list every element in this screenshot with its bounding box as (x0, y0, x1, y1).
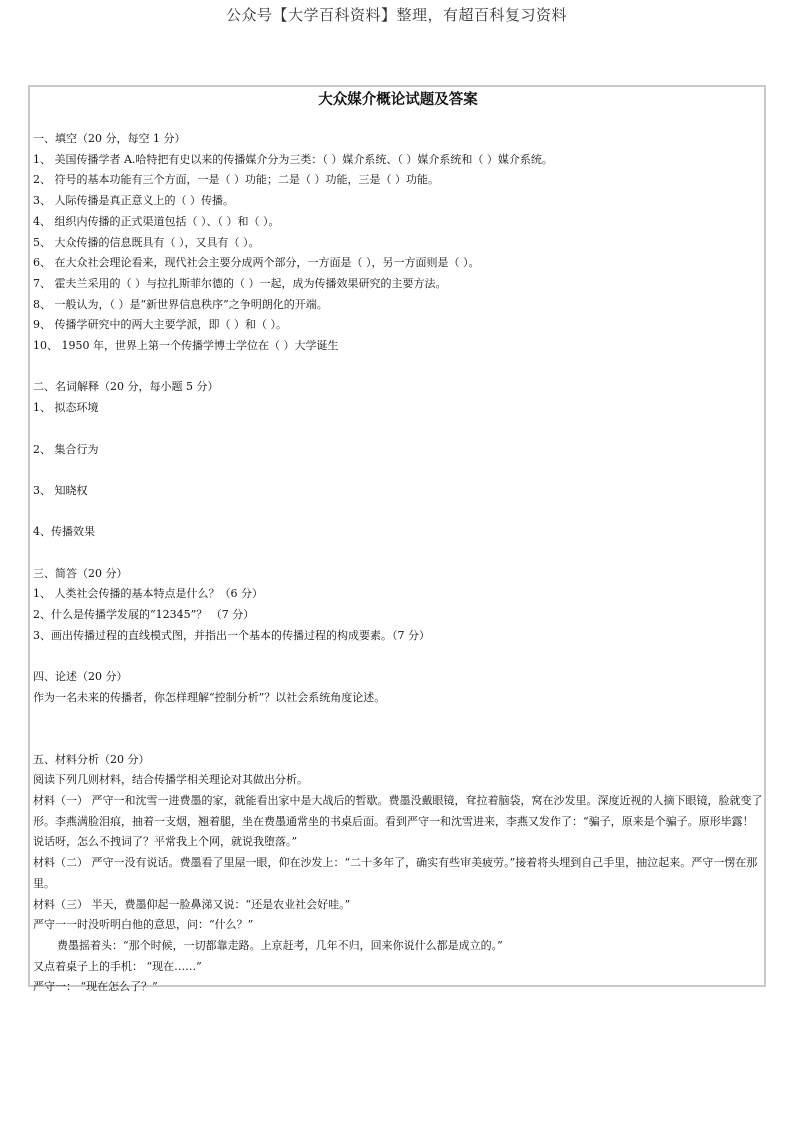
question-item: 2、 集合行为 (33, 442, 99, 456)
material-paragraph: 材料（三） 半天，费墨仰起一脸鼻涕又说：“还是农业社会好哇。” (33, 897, 351, 911)
question-item: 10、 1950 年，世界上第一个传播学博士学位在（ ）大学诞生 (33, 339, 339, 353)
question-item: 2、什么是传播学发展的“12345”？ （7 分） (33, 608, 255, 622)
material-line: 严守一： “现在怎么了？” (33, 980, 158, 994)
question-item: 8、 一般认为，（ ）是“新世界信息秩序”之争明朗化的开端。 (33, 297, 328, 311)
question-item: 4、传播效果 (33, 525, 95, 539)
section-heading: 四、论述（20 分） (33, 670, 128, 684)
question-item: 3、画出传播过程的直线模式图，并指出一个基本的传播过程的构成要素。（7 分） (33, 628, 430, 642)
question-item: 2、 符号的基本功能有三个方面，一是（ ）功能；二是（ ）功能，三是（ ）功能。 (33, 173, 439, 187)
question-item: 5、 大众传播的信息既具有（ ），又具有（ ）。 (33, 235, 260, 249)
material-intro: 阅读下列几则材料，结合传播学相关理论对其做出分析。 (33, 773, 308, 787)
question-item: 1、 人类社会传播的基本特点是什么？（6 分） (33, 587, 263, 601)
section-heading: 一、填空（20 分，每空 1 分） (33, 132, 186, 145)
page-title: 大众媒介概论试题及答案 (318, 92, 478, 108)
section-heading: 五、材料分析（20 分） (33, 752, 150, 766)
question-item: 1、 拟态环境 (33, 401, 99, 415)
material-line: 严守一一时没听明白他的意思，问：“什么？” (33, 918, 254, 932)
question-item: 作为一名未来的传播者，你怎样理解“控制分析”？以社会系统角度论述。 (33, 690, 386, 704)
question-item: 3、 人际传播是真正意义上的（ ）传播。 (33, 194, 234, 208)
question-item: 1、 美国传播学者 A.哈特把有史以来的传播媒介分为三类：（ ）媒介系统、（ ）媒介系统和（ ）媒介系统。 (33, 152, 553, 166)
question-item: 7、 霍夫兰采用的（ ）与拉扎斯菲尔德的（ ）一起，成为传播效果研究的主要方法。 (33, 276, 447, 290)
watermark-banner: 公众号【大学百科资料】整理，有超百科复习资料 (225, 6, 567, 24)
material-paragraph: 材料（二） 严守一没有说话。费墨看了里屋一眼，仰在沙发上：“二十多年了，确实有些审美疲劳。”接着将头埋到自己手里，抽泣起来。严守一愣在那里。 (33, 856, 758, 890)
material-line: 费墨摇着头：“那个时候，一切都靠走路。上京赶考，几年不归，回来你说什么都是成立的。” (57, 938, 503, 952)
document-content (33, 90, 763, 998)
question-item: 3、 知晓权 (33, 483, 88, 497)
question-item: 6、 在大众社会理论看来，现代社会主要分成两个部分，一方面是（ ），另一方面则是（ ）。 (33, 256, 480, 270)
section-heading: 二、名词解释（20 分，每小题 5 分） (33, 380, 219, 394)
section-heading: 三、简答（20 分） (33, 566, 128, 580)
material-paragraph: 材料（一） 严守一和沈雪一进费墨的家，就能看出家中是大战后的暂歇。费墨没戴眼镜，耷拉着脑袋，窝在沙发里。深度近视的人摘下眼镜，脸就变了形。李燕满脸泪痕，抽着一支烟，翘着腿，坐在费墨通常坐的书桌后面。看到严守一和沈雪进来，李燕又发作了：“骗子，原来是个骗子。原形毕露！说话呀，怎么不拽词了？平常我上个网，就说我堕落。” (33, 794, 763, 849)
question-item: 4、 组织内传播的正式渠道包括（ ）、（ ）和（ ）。 (33, 214, 280, 228)
material-line: 又点着桌子上的手机： “现在……” (33, 959, 202, 973)
question-item: 9、 传播学研究中的两大主要学派，即（ ）和（ ）。 (33, 318, 287, 332)
